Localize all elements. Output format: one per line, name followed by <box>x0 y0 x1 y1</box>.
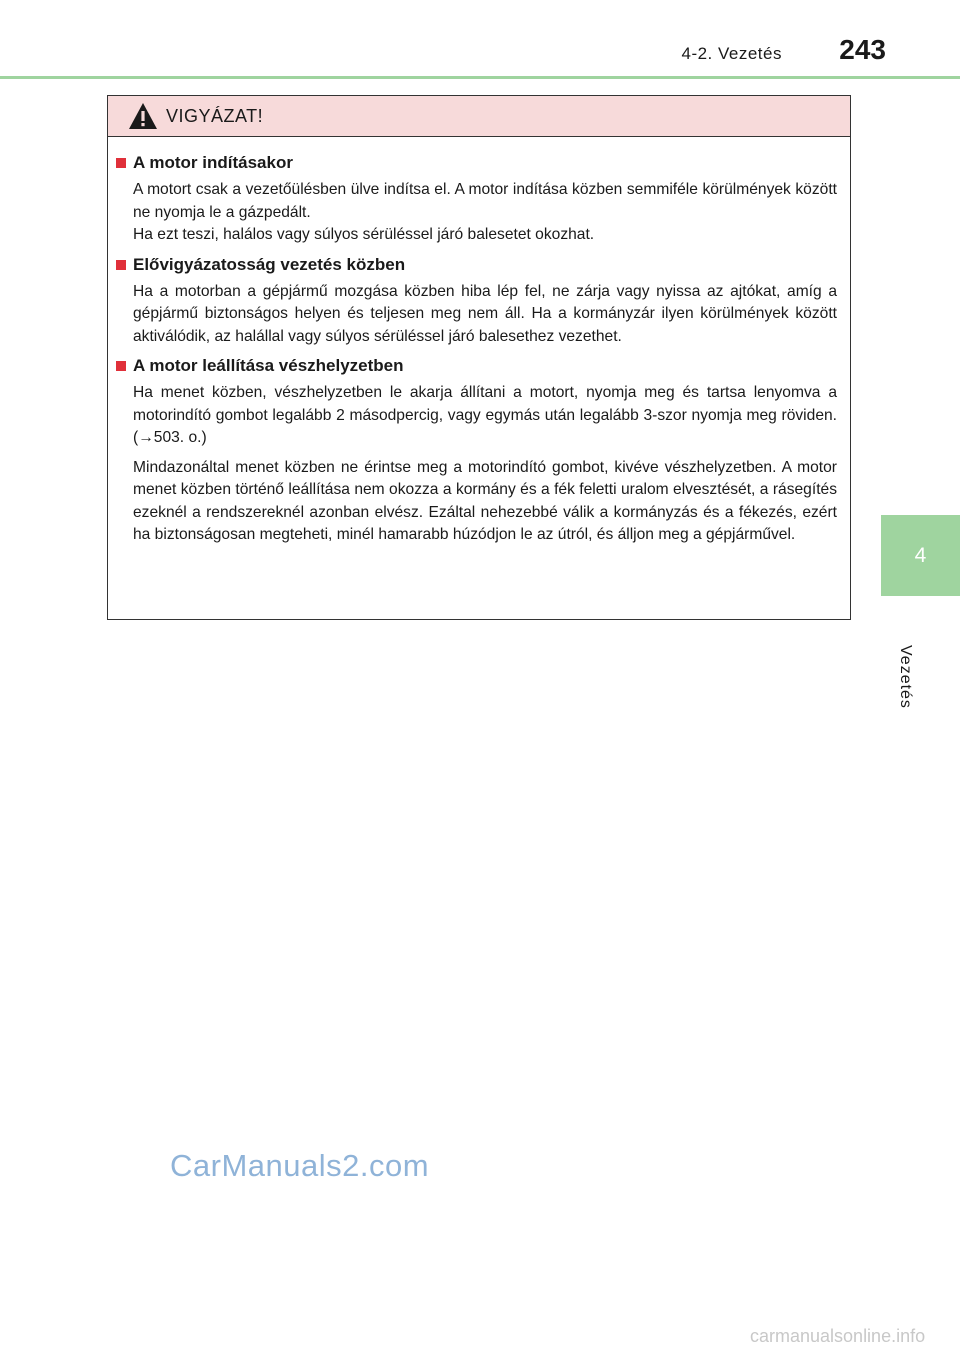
page-number: 243 <box>839 34 886 65</box>
section-title-text: Elővigyázatosság vezetés közben <box>133 254 406 274</box>
warning-body <box>108 137 850 547</box>
section-title-text: A motor leállítása vészhelyzetben <box>133 356 404 375</box>
header-rule <box>0 76 960 79</box>
warning-title: VIGYÁZAT! <box>166 105 264 126</box>
section-title <box>116 153 837 173</box>
paragraph: Mindazonáltal menet közben ne érintse meg a motorindító gombot, kivéve vészhelyzetben. A motor menet közben történő leállítása nem okozza a kormány és a fék feletti uralom elvesztését, a rásegítés ezeknél a rendszereknél azonban elvész. Ezáltal nehezebbé válik a kormányzás és a fékezés, ezért ha biztonságosan megteheti, minél hamarabb húzódjon le az útról, és álljon meg a gépjárművel. <box>133 458 837 543</box>
paragraph: A motort csak a vezetőülésben ülve indítsa el. A motor indítása közben semmiféle körülmények között ne nyomja le a gázpedált. <box>133 181 837 221</box>
section-title-text: A motor indításakor <box>133 153 293 172</box>
section-engine-start <box>116 153 837 247</box>
paragraph: Ha ezt teszi, halálos vagy súlyos sérüléssel járó balesetet okozhat. <box>133 226 595 243</box>
warning-header <box>108 96 850 137</box>
chapter-number: 4 <box>914 543 927 567</box>
section-emergency-stop <box>116 356 837 547</box>
chapter-tab <box>881 515 960 596</box>
chapter-label: Vezetés <box>897 645 914 709</box>
section-driving-precautions <box>116 255 837 349</box>
warning-box <box>107 95 851 620</box>
section-title <box>116 356 837 376</box>
paragraph: Ha a motorban a gépjármű mozgása közben hiba lép fel, ne zárja vagy nyissa az ajtókat, amíg a gépjármű biztonságos helyen és teljesen meg nem áll. Ha a kormányzár ilyen körülmények között aktiválódik, az halállal vagy súlyos sérüléssel járó balesethez vezethet. <box>133 282 837 345</box>
footer-watermark: carmanualsonline.info <box>750 1326 926 1346</box>
bullet-square-icon <box>116 361 126 371</box>
section-title <box>116 255 837 275</box>
paragraph: Ha menet közben, vészhelyzetben le akarja állítani a motort, nyomja meg és tartsa lenyomva a motorindító gombot legalább 2 másodpercig, vagy egymás után legalább 3-szor nyomja meg röviden. (→503. o.) <box>133 384 837 446</box>
section-header: 4-2. Vezetés <box>681 44 782 63</box>
watermark: CarManuals2.com <box>170 1148 430 1183</box>
bullet-square-icon <box>116 158 126 168</box>
warning-triangle-icon <box>128 102 158 130</box>
bullet-square-icon <box>116 260 126 270</box>
